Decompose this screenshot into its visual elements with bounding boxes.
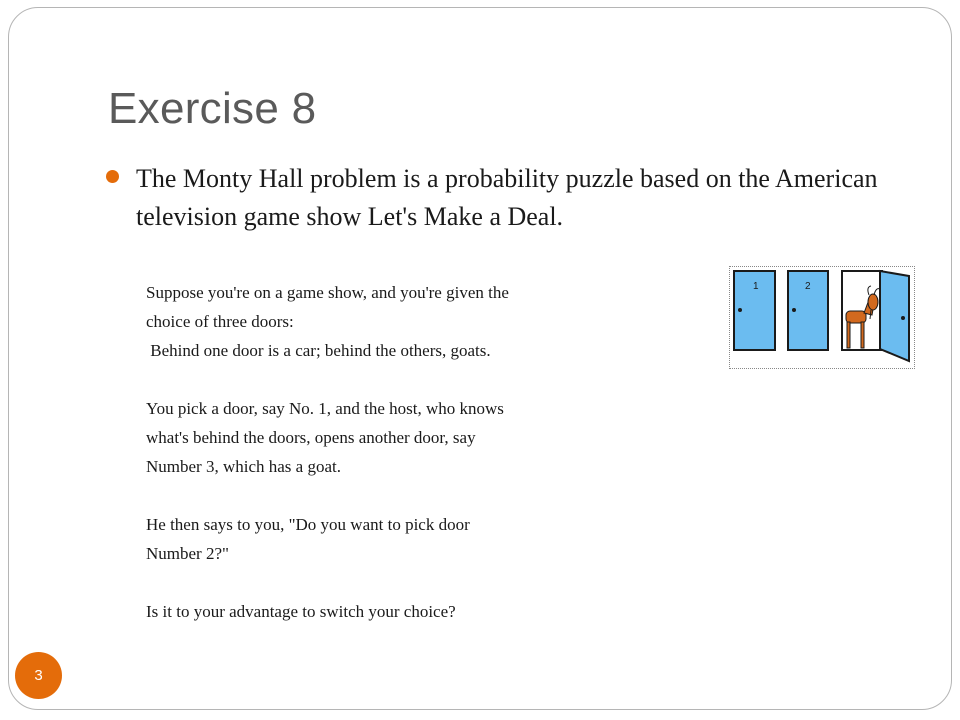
open-door-with-goat-icon bbox=[842, 271, 909, 361]
body-text bbox=[146, 278, 636, 626]
body-line: Suppose you're on a game show, and you're given the bbox=[146, 283, 509, 302]
door-2-icon bbox=[788, 271, 828, 350]
paragraph-gap bbox=[146, 481, 636, 510]
bullet-icon bbox=[106, 170, 119, 183]
body-line: Number 3, which has a goat. bbox=[146, 457, 341, 476]
bullet-item bbox=[106, 160, 896, 236]
door-1-icon bbox=[734, 271, 775, 350]
body-line: Is it to your advantage to switch your choice? bbox=[146, 602, 456, 621]
body-line: Number 2?" bbox=[146, 544, 229, 563]
paragraph-gap bbox=[146, 568, 636, 597]
page-number-badge: 3 bbox=[15, 652, 62, 699]
body-line: what's behind the doors, opens another door, say bbox=[146, 428, 476, 447]
body-line: Behind one door is a car; behind the others, goats. bbox=[146, 341, 491, 360]
body-line: You pick a door, say No. 1, and the host, who knows bbox=[146, 399, 504, 418]
door-2-label: 2 bbox=[805, 281, 811, 292]
body-line: He then says to you, "Do you want to pick door bbox=[146, 515, 470, 534]
monty-hall-doors-image bbox=[729, 266, 915, 369]
paragraph-gap bbox=[146, 365, 636, 394]
door-1-label: 1 bbox=[753, 281, 759, 292]
body-line: choice of three doors: bbox=[146, 312, 294, 331]
slide-title: Exercise 8 bbox=[108, 84, 317, 133]
bullet-text: The Monty Hall problem is a probability puzzle based on the American television game show Let's Make a Deal. bbox=[136, 164, 878, 231]
